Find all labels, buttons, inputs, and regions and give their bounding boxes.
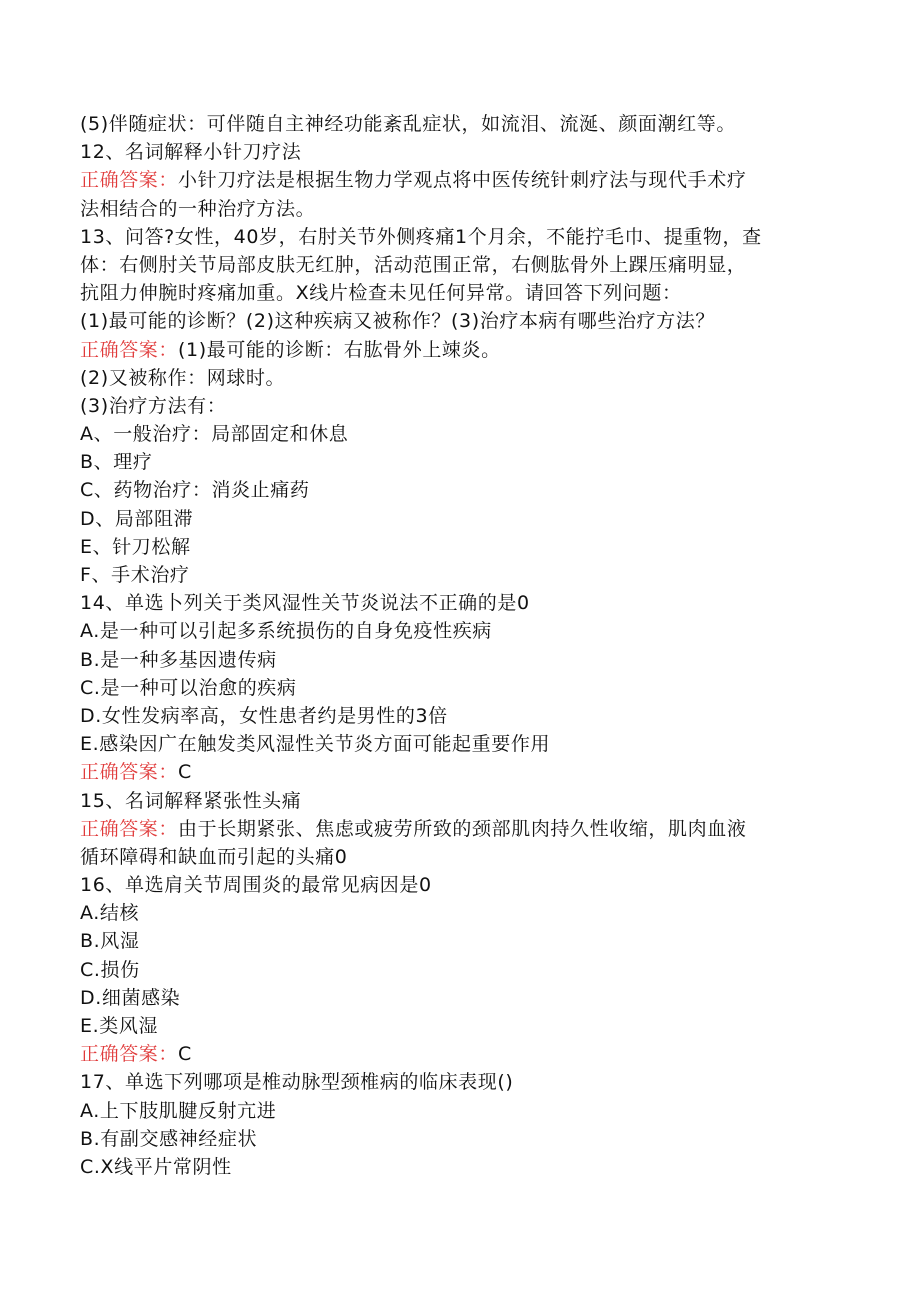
text-line xyxy=(80,702,840,730)
text-line xyxy=(80,138,840,166)
text-line xyxy=(80,1153,840,1181)
line-text: A.是一种可以引起多系统损伤的自身免疫性疾病 xyxy=(80,620,492,643)
text-line xyxy=(80,561,840,589)
text-line xyxy=(80,110,840,138)
answer-label: 正确答案： xyxy=(80,817,179,840)
text-line xyxy=(80,589,840,617)
line-text: 17、单选下列哪项是椎动脉型颈椎病的临床表现() xyxy=(80,1071,514,1094)
text-line xyxy=(80,251,840,279)
text-line xyxy=(80,617,840,645)
line-text: A.上下肢肌腱反射亢进 xyxy=(80,1099,277,1122)
line-text: C.是一种可以治愈的疾病 xyxy=(80,676,297,699)
answer-line xyxy=(80,1040,840,1068)
text-line xyxy=(80,307,840,335)
line-text: 由于长期紧张、焦虑或疲劳所致的颈部肌肉持久性收缩，肌肉血液 xyxy=(178,817,747,840)
line-text: 体：右侧肘关节局部皮肤无红肿，活动范围正常，右侧肱骨外上踝压痛明显， xyxy=(80,253,747,276)
text-line xyxy=(80,223,840,251)
line-text: D.女性发病率高，女性患者约是男性的3倍 xyxy=(80,704,448,727)
line-text: 16、单选肩关节周围炎的最常见病因是0 xyxy=(80,874,432,897)
line-text: 法相结合的一种治疗方法。 xyxy=(80,197,316,220)
line-text: D、局部阻滞 xyxy=(80,507,194,530)
text-line xyxy=(80,1012,840,1040)
text-line xyxy=(80,533,840,561)
line-text: 抗阻力伸腕时疼痛加重。X线片检查未见任何异常。请回答下列问题： xyxy=(80,282,682,305)
line-text: C.X线平片常阴性 xyxy=(80,1155,232,1178)
text-line xyxy=(80,787,840,815)
text-line xyxy=(80,392,840,420)
text-line xyxy=(80,476,840,504)
text-line xyxy=(80,646,840,674)
answer-label: 正确答案： xyxy=(80,761,179,784)
line-text: C、药物治疗：消炎止痛药 xyxy=(80,479,310,502)
text-line xyxy=(80,927,840,955)
text-line xyxy=(80,1125,840,1153)
line-text: 12、名词解释小针刀疗法 xyxy=(80,141,302,164)
answer-line xyxy=(80,336,840,364)
text-line xyxy=(80,448,840,476)
line-text: C xyxy=(178,761,192,784)
answer-line xyxy=(80,815,840,843)
line-text: E、针刀松解 xyxy=(80,535,191,558)
line-text: B.有副交感神经症状 xyxy=(80,1127,258,1150)
line-text: 13、问答?女性，40岁，右肘关节外侧疼痛1个月余，不能拧毛巾、提重物，查 xyxy=(80,225,762,248)
answer-label: 正确答案： xyxy=(80,338,179,361)
line-text: 14、单选卜列关于类风湿性关节炎说法不正确的是0 xyxy=(80,592,530,615)
line-text: (5)伴随症状：可伴随自主神经功能紊乱症状，如流泪、流涎、颜面潮红等。 xyxy=(80,113,736,135)
text-line xyxy=(80,364,840,392)
answer-line xyxy=(80,758,840,786)
text-line xyxy=(80,730,840,758)
text-line xyxy=(80,1068,840,1096)
text-line xyxy=(80,195,840,223)
line-text: B、理疗 xyxy=(80,451,153,474)
text-line xyxy=(80,1097,840,1125)
line-text: E.感染因广在触发类风湿性关节炎方面可能起重要作用 xyxy=(80,733,551,756)
line-text: B.风湿 xyxy=(80,930,140,953)
line-text: (2)又被称作：网球时。 xyxy=(80,366,286,389)
line-text: D.细菌感染 xyxy=(80,986,181,1009)
text-line xyxy=(80,279,840,307)
answer-line xyxy=(80,166,840,194)
line-text: (3)治疗方法有： xyxy=(80,394,227,417)
text-line xyxy=(80,505,840,533)
text-line xyxy=(80,871,840,899)
text-line xyxy=(80,674,840,702)
line-text: A、一般治疗：局部固定和休息 xyxy=(80,423,349,446)
text-line xyxy=(80,984,840,1012)
line-text: 小针刀疗法是根据生物力学观点将中医传统针刺疗法与现代手术疗 xyxy=(178,169,747,192)
text-line xyxy=(80,420,840,448)
line-text: (1)最可能的诊断？(2)这种疾病又被称作？(3)治疗本病有哪些治疗方法？ xyxy=(80,310,715,333)
text-line xyxy=(80,843,840,871)
line-text: 循环障碍和缺血而引起的头痛0 xyxy=(80,845,348,868)
line-text: 15、名词解释紧张性头痛 xyxy=(80,789,302,812)
text-line xyxy=(80,956,840,984)
answer-label: 正确答案： xyxy=(80,1043,179,1066)
line-text: C xyxy=(178,1043,192,1066)
line-text: C.损伤 xyxy=(80,958,140,981)
line-text: A.结核 xyxy=(80,902,140,925)
document-body xyxy=(80,110,840,1181)
line-text: B.是一种多基因遗传病 xyxy=(80,648,277,671)
answer-label: 正确答案： xyxy=(80,169,179,192)
line-text: (1)最可能的诊断：右肱骨外上竦炎。 xyxy=(178,338,501,361)
text-line xyxy=(80,899,840,927)
line-text: E.类风湿 xyxy=(80,1015,159,1037)
line-text: F、手术治疗 xyxy=(80,564,190,586)
